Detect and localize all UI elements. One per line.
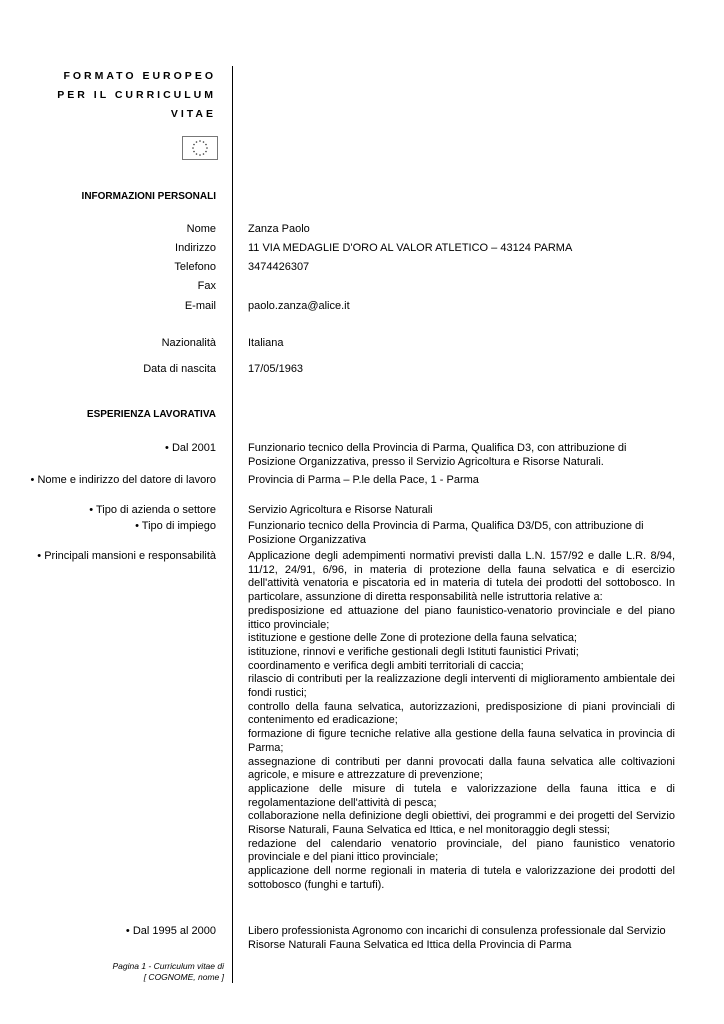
value-job1-sector: Servizio Agricoltura e Risorse Naturali bbox=[248, 504, 433, 516]
value-job2-date: Libero professionista Agronomo con incarichi di consulenza professionale dal Servizio Risorse Naturali Fauna Selvatica ed Ittica della Provincia di Parma bbox=[248, 925, 666, 951]
cv-title-line1: FORMATO EUROPEO bbox=[63, 70, 216, 82]
value-job1-date: Funzionario tecnico della Provincia di Parma, Qualifica D3, con attribuzione di Posizione Organizzativa, presso il Servizio Agricoltura e Risorse Naturali. bbox=[248, 442, 627, 468]
label-job1-date: • Dal 2001 bbox=[165, 442, 216, 454]
duty-item: assegnazione di contributi per danni provocati dalla fauna selvatica alle coltivazioni agricole, e misure e attrezzature di prevenzione; bbox=[248, 755, 675, 782]
page-footer bbox=[113, 961, 225, 983]
value-telefono: 3474426307 bbox=[248, 261, 310, 273]
label-job2-date: • Dal 1995 al 2000 bbox=[125, 925, 216, 937]
label-job1-role: • Tipo di impiego bbox=[135, 520, 216, 532]
duty-item: collaborazione nella definizione degli obiettivi, dei programmi e dei progetti del Servizio Risorse Naturali, Fauna Selvatica ed Ittica, e nel monitoraggio degli stessi; bbox=[248, 810, 675, 837]
footer-line2: [ COGNOME, nome ] bbox=[143, 972, 224, 982]
duty-item: rilascio di contributi per la realizzazione degli interventi di miglioramento ambientale dei fondi rustici; bbox=[248, 673, 675, 700]
value-email: paolo.zanza@alice.it bbox=[248, 300, 350, 312]
cv-title-line2: PER IL CURRICULUM bbox=[57, 89, 216, 101]
label-telefono: Telefono bbox=[174, 261, 216, 273]
duty-item: predisposizione ed attuazione del piano faunistico-venatorio provinciale e del piano ittico provinciale; bbox=[248, 604, 675, 631]
value-nome: Zanza Paolo bbox=[248, 223, 310, 235]
section-personal-info: INFORMAZIONI PERSONALI bbox=[81, 191, 216, 202]
footer-line1: Pagina 1 - Curriculum vitae di bbox=[112, 961, 224, 971]
label-fax: Fax bbox=[197, 280, 216, 292]
label-job1-employer: • Nome e indirizzo del datore di lavoro bbox=[30, 474, 216, 486]
duty-item: controllo della fauna selvatica, autorizzazioni, predisposizione di piani provinciali di contenimento ed eradicazione; bbox=[248, 700, 675, 727]
label-data-nascita: Data di nascita bbox=[143, 363, 216, 375]
job1-duties-list bbox=[248, 550, 675, 893]
duty-item: Applicazione degli adempimenti normativi previsti dalla L.N. 157/92 e dalle L.R. 8/94, 11/12, 24/91, 6/96, in materia di protezione della fauna selvatica e di esercizio dell'attività venatoria e piscatoria ed in materia di tutela dei prodotti del sottobosco. In particolare, assunzione di diretta responsabilità nelle istruttoria relative a: bbox=[248, 550, 675, 604]
duty-item: formazione di figure tecniche relative alla gestione della fauna selvatica in provincia di Parma; bbox=[248, 728, 675, 754]
eu-flag-icon bbox=[182, 136, 218, 160]
value-job1-role: Funzionario tecnico della Provincia di Parma, Qualifica D3/D5, con attribuzione di Posizione Organizzativa bbox=[248, 520, 644, 546]
label-job1-sector: • Tipo di azienda o settore bbox=[89, 504, 216, 516]
label-job1-duties: • Principali mansioni e responsabilità bbox=[37, 550, 216, 562]
value-nazionalita: Italiana bbox=[248, 337, 284, 349]
value-indirizzo: 11 VIA MEDAGLIE D'ORO AL VALOR ATLETICO – 43124 PARMA bbox=[248, 242, 573, 254]
label-email: E-mail bbox=[184, 300, 216, 312]
label-nome: Nome bbox=[186, 223, 216, 235]
section-experience: ESPERIENZA LAVORATIVA bbox=[86, 409, 216, 420]
duty-item: coordinamento e verifica degli ambiti territoriali di caccia; bbox=[248, 659, 524, 672]
duty-item: istituzione e gestione delle Zone di protezione della fauna selvatica; bbox=[248, 632, 577, 645]
duty-item: applicazione dell norme regionali in materia di tutela e valorizzazione dei prodotti del sottobosco (funghi e tartufi). bbox=[248, 865, 675, 891]
duty-item: applicazione delle misure di tutela e valorizzazione della fauna ittica e di regolamentazione dell'attività di pesca; bbox=[248, 782, 675, 809]
value-data-nascita: 17/05/1963 bbox=[248, 363, 304, 375]
label-indirizzo: Indirizzo bbox=[175, 242, 216, 254]
value-job1-employer: Provincia di Parma – P.le della Pace, 1 - Parma bbox=[248, 474, 479, 486]
column-divider bbox=[232, 66, 233, 983]
label-nazionalita: Nazionalità bbox=[161, 337, 216, 349]
duty-item: istituzione, rinnovi e verifiche gestionali degli Istituti faunistici Privati; bbox=[248, 645, 579, 658]
duty-item: redazione del calendario venatorio provinciale, del piano faunistico venatorio provinciale e del piani ittico provinciale; bbox=[248, 837, 675, 864]
cv-title-line3: VITAE bbox=[170, 108, 216, 120]
